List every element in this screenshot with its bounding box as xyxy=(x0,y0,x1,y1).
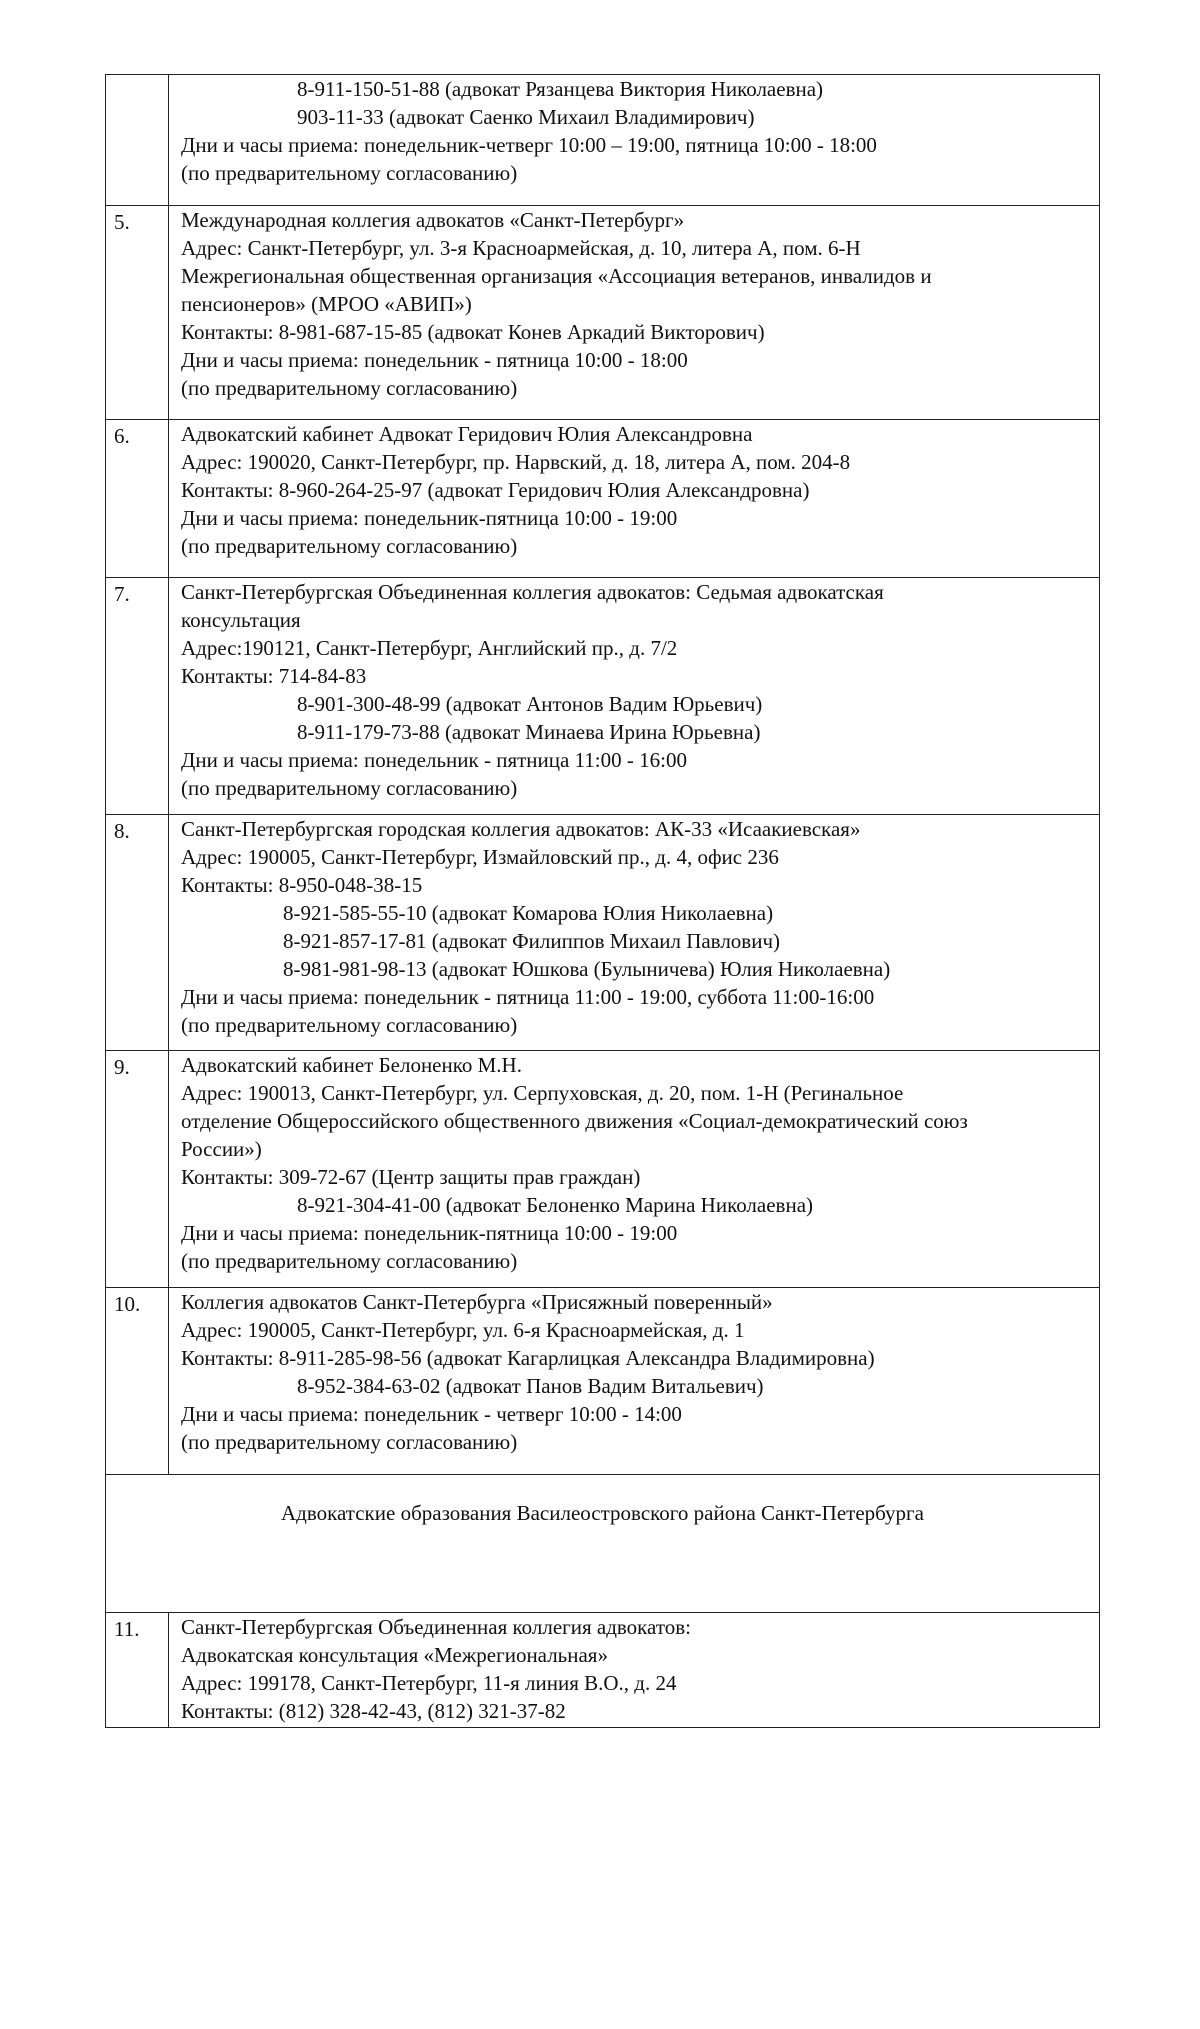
table-row xyxy=(106,578,1100,815)
text-line: Адрес: 190005, Санкт-Петербург, Измайловский пр., д. 4, офис 236 xyxy=(181,845,779,869)
row-content xyxy=(169,1051,1100,1288)
text-line: 8-921-304-41-00 (адвокат Белоненко Марина Николаевна) xyxy=(297,1193,814,1217)
text-line: Международная коллегия адвокатов «Санкт-Петербург» xyxy=(181,208,685,232)
text-line: Дни и часы приема: понедельник - четверг 10:00 - 14:00 xyxy=(181,1402,682,1426)
text-line: Адрес: Санкт-Петербург, ул. 3-я Красноармейская, д. 10, литера А, пом. 6-Н xyxy=(181,236,861,260)
text-line: (по предварительному согласованию) xyxy=(181,161,518,185)
text-line: Контакты: (812) 328-42-43, (812) 321-37-82 xyxy=(181,1699,566,1723)
section-heading: Адвокатские образования Василеостровского района Санкт-Петербурга xyxy=(106,1475,1100,1613)
table-row xyxy=(106,815,1100,1051)
text-line: Контакты: 714-84-83 xyxy=(181,664,367,688)
text-line: Дни и часы приема: понедельник - пятница 10:00 - 18:00 xyxy=(181,348,688,372)
row-content xyxy=(169,206,1100,420)
row-number: 6. xyxy=(106,420,169,578)
text-line: (по предварительному согласованию) xyxy=(181,376,518,400)
text-line: 8-921-585-55-10 (адвокат Комарова Юлия Николаевна) xyxy=(283,901,774,925)
text-line: 8-921-857-17-81 (адвокат Филиппов Михаил Павлович) xyxy=(283,929,781,953)
text-line: Адрес: 190013, Санкт-Петербург, ул. Серпуховская, д. 20, пом. 1-Н (Регинальное xyxy=(181,1081,904,1105)
row-content xyxy=(169,1613,1100,1728)
row-number: 9. xyxy=(106,1051,169,1288)
row-number: 7. xyxy=(106,578,169,815)
text-line: (по предварительному согласованию) xyxy=(181,1430,518,1454)
row-content xyxy=(169,75,1100,206)
text-line: Санкт-Петербургская Объединенная коллегия адвокатов: xyxy=(181,1615,691,1639)
table-row xyxy=(106,1613,1100,1728)
text-line: (по предварительному согласованию) xyxy=(181,1249,518,1273)
text-line: 8-911-179-73-88 (адвокат Минаева Ирина Юрьевна) xyxy=(297,720,761,744)
text-line: (по предварительному согласованию) xyxy=(181,534,518,558)
row-number xyxy=(106,75,169,206)
text-line: Дни и часы приема: понедельник - пятница 11:00 - 19:00, суббота 11:00-16:00 xyxy=(181,985,875,1009)
text-line: Контакты: 8-981-687-15-85 (адвокат Конев Аркадий Викторович) xyxy=(181,320,765,344)
text-line: (по предварительному согласованию) xyxy=(181,1013,518,1037)
text-line: 8-911-150-51-88 (адвокат Рязанцева Виктория Николаевна) xyxy=(297,77,824,101)
text-line: Коллегия адвокатов Санкт-Петербурга «Присяжный поверенный» xyxy=(181,1290,773,1314)
text-line: Адрес:190121, Санкт-Петербург, Английский пр., д. 7/2 xyxy=(181,636,678,660)
table-row xyxy=(106,206,1100,420)
row-number: 8. xyxy=(106,815,169,1051)
table-row xyxy=(106,75,1100,206)
section-row xyxy=(106,1475,1100,1613)
text-line: Адрес: 190005, Санкт-Петербург, ул. 6-я Красноармейская, д. 1 xyxy=(181,1318,745,1342)
text-line: Дни и часы приема: понедельник-пятница 10:00 - 19:00 xyxy=(181,506,678,530)
text-line: 903-11-33 (адвокат Саенко Михаил Владимирович) xyxy=(297,105,755,129)
text-line: 8-901-300-48-99 (адвокат Антонов Вадим Юрьевич) xyxy=(297,692,763,716)
text-line: (по предварительному согласованию) xyxy=(181,776,518,800)
text-line: Контакты: 8-960-264-25-97 (адвокат Геридович Юлия Александровна) xyxy=(181,478,810,502)
text-line: Контакты: 309-72-67 (Центр защиты прав граждан) xyxy=(181,1165,641,1189)
text-line: Дни и часы приема: понедельник-пятница 10:00 - 19:00 xyxy=(181,1221,678,1245)
text-line: Санкт-Петербургская Объединенная коллегия адвокатов: Седьмая адвокатская xyxy=(181,580,884,604)
lawyers-table xyxy=(105,74,1100,1728)
text-line: Адрес: 190020, Санкт-Петербург, пр. Нарвский, д. 18, литера А, пом. 204-8 xyxy=(181,450,851,474)
text-line: пенсионеров» (МРОО «АВИП») xyxy=(181,292,472,316)
text-line: Контакты: 8-911-285-98-56 (адвокат Кагарлицкая Александра Владимировна) xyxy=(181,1346,875,1370)
text-line: Санкт-Петербургская городская коллегия адвокатов: АК-33 «Исаакиевская» xyxy=(181,817,861,841)
row-number: 5. xyxy=(106,206,169,420)
text-line: консультация xyxy=(181,608,301,632)
row-content xyxy=(169,420,1100,578)
row-content xyxy=(169,1288,1100,1475)
text-line: Дни и часы приема: понедельник - пятница 11:00 - 16:00 xyxy=(181,748,687,772)
text-line: России») xyxy=(181,1137,262,1161)
text-line: Межрегиональная общественная организация «Ассоциация ветеранов, инвалидов и xyxy=(181,264,932,288)
text-line: 8-981-981-98-13 (адвокат Юшкова (Булыничева) Юлия Николаевна) xyxy=(283,957,891,981)
text-line: Адвокатский кабинет Адвокат Геридович Юлия Александровна xyxy=(181,422,753,446)
table-row xyxy=(106,1288,1100,1475)
row-number: 10. xyxy=(106,1288,169,1475)
row-content xyxy=(169,578,1100,815)
row-content xyxy=(169,815,1100,1051)
table-row xyxy=(106,420,1100,578)
text-line: Адвокатская консультация «Межрегиональная» xyxy=(181,1643,608,1667)
table-row xyxy=(106,1051,1100,1288)
text-line: Контакты: 8-950-048-38-15 xyxy=(181,873,423,897)
text-line: 8-952-384-63-02 (адвокат Панов Вадим Витальевич) xyxy=(297,1374,764,1398)
text-line: Адвокатский кабинет Белоненко М.Н. xyxy=(181,1053,522,1077)
text-line: Дни и часы приема: понедельник-четверг 10:00 – 19:00, пятница 10:00 - 18:00 xyxy=(181,133,877,157)
text-line: Адрес: 199178, Санкт-Петербург, 11-я линия В.О., д. 24 xyxy=(181,1671,677,1695)
row-number: 11. xyxy=(106,1613,169,1728)
text-line: отделение Общероссийского общественного движения «Социал-демократический союз xyxy=(181,1109,968,1133)
